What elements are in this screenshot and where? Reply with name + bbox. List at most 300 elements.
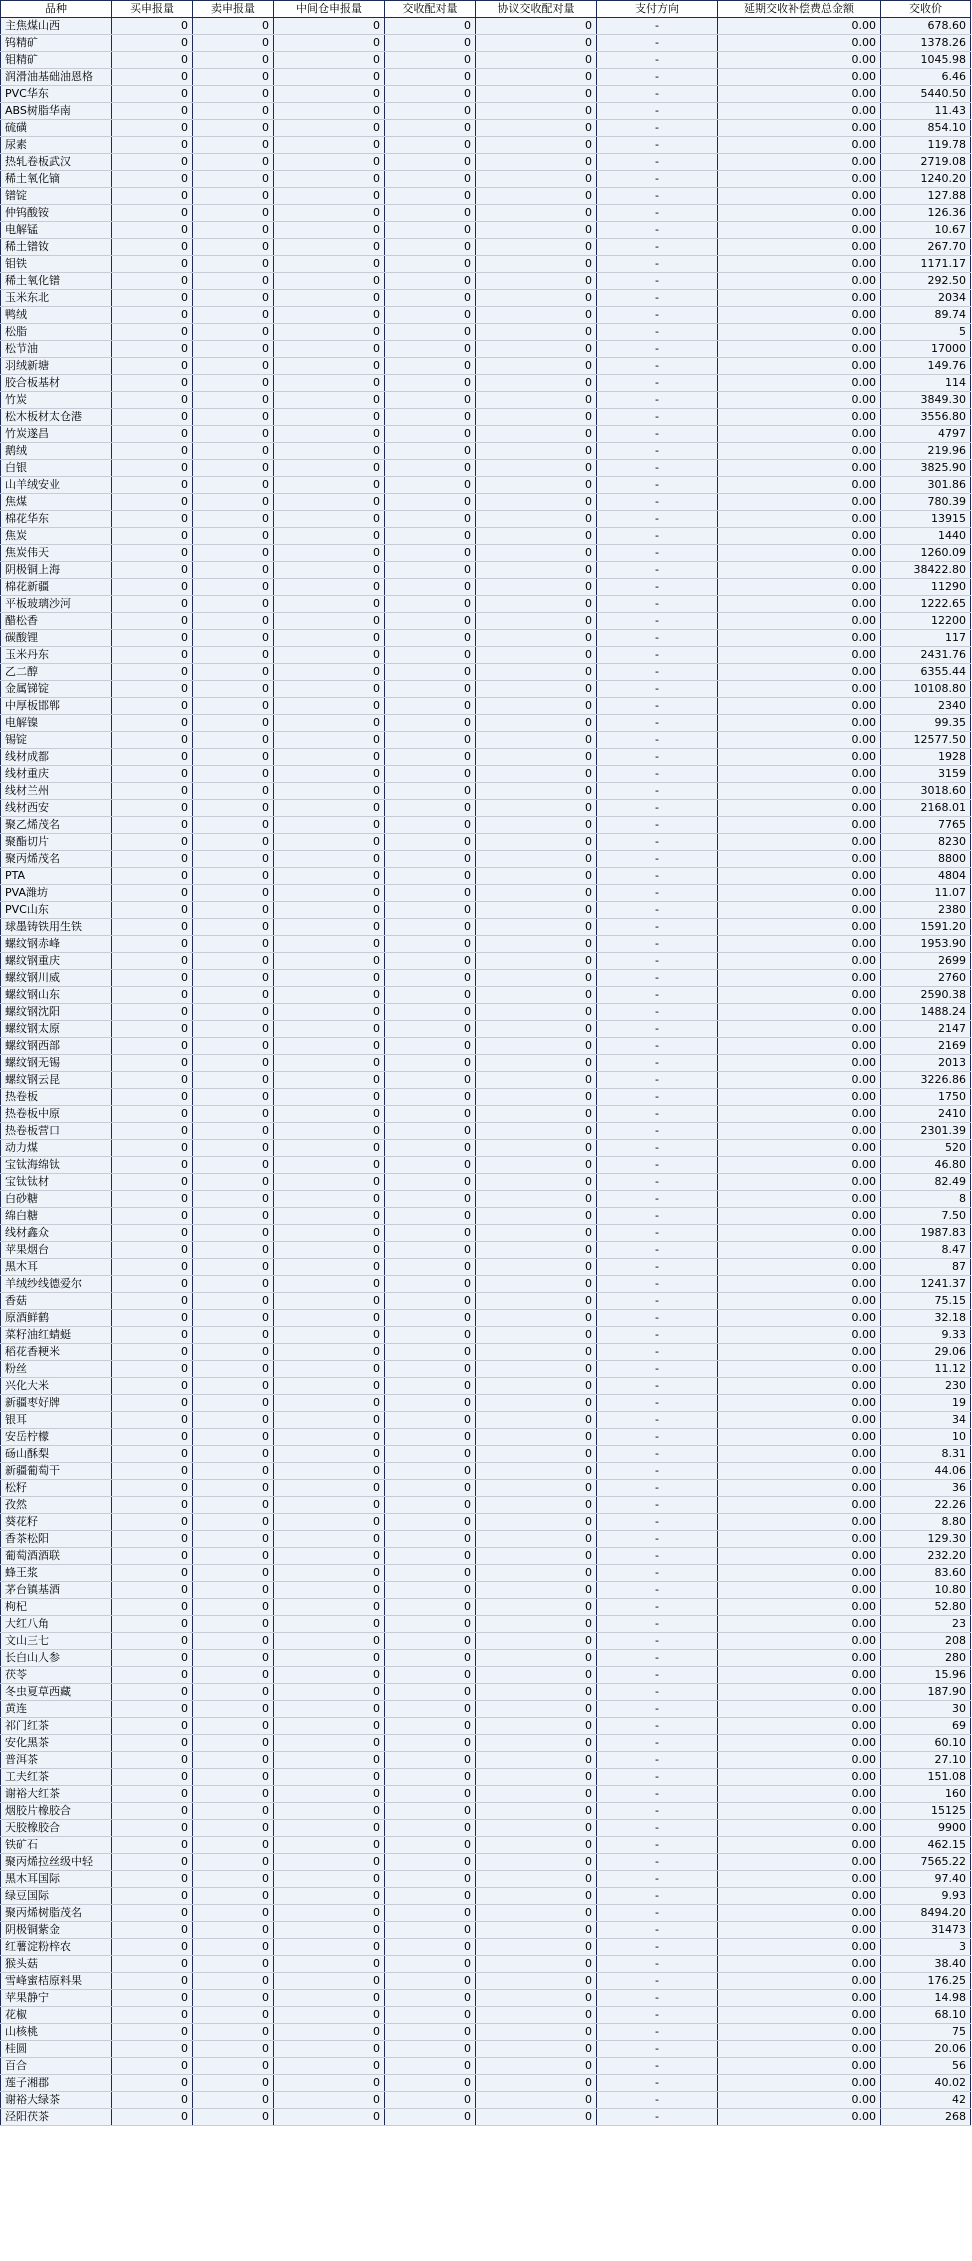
intermediate-declared-cell: 0 — [274, 1905, 385, 1922]
delivery-price-cell: 56 — [881, 2058, 971, 2075]
delivery-matched-cell: 0 — [385, 681, 476, 698]
buy-declared-cell: 0 — [112, 1973, 193, 1990]
variety-cell: 稀土镨钕 — [1, 239, 112, 256]
agreement-matched-cell: 0 — [476, 171, 597, 188]
payment-direction-cell: - — [597, 426, 718, 443]
table-row — [1, 1718, 971, 1735]
delivery-matched-cell: 0 — [385, 2007, 476, 2024]
agreement-matched-cell: 0 — [476, 1004, 597, 1021]
table-row — [1, 188, 971, 205]
buy-declared-cell: 0 — [112, 970, 193, 987]
buy-declared-cell: 0 — [112, 698, 193, 715]
variety-cell: 镨锭 — [1, 188, 112, 205]
table-row — [1, 1276, 971, 1293]
delivery-price-cell: 15125 — [881, 1803, 971, 1820]
sell-declared-cell: 0 — [193, 1854, 274, 1871]
deferred-compensation-cell: 0.00 — [718, 579, 881, 596]
agreement-matched-cell: 0 — [476, 1769, 597, 1786]
delivery-price-cell: 8494.20 — [881, 1905, 971, 1922]
delivery-matched-cell: 0 — [385, 2092, 476, 2109]
intermediate-declared-cell: 0 — [274, 341, 385, 358]
table-row — [1, 1497, 971, 1514]
intermediate-declared-cell: 0 — [274, 936, 385, 953]
payment-direction-cell: - — [597, 749, 718, 766]
payment-direction-cell: - — [597, 86, 718, 103]
table-row — [1, 1786, 971, 1803]
deferred-compensation-cell: 0.00 — [718, 1735, 881, 1752]
variety-cell: 宝钛海绵钛 — [1, 1157, 112, 1174]
agreement-matched-cell: 0 — [476, 1684, 597, 1701]
variety-cell: PVA潍坊 — [1, 885, 112, 902]
delivery-matched-cell: 0 — [385, 1310, 476, 1327]
table-row — [1, 630, 971, 647]
delivery-price-cell: 23 — [881, 1616, 971, 1633]
delivery-price-cell: 280 — [881, 1650, 971, 1667]
delivery-price-cell: 19 — [881, 1395, 971, 1412]
delivery-price-cell: 5440.50 — [881, 86, 971, 103]
table-row — [1, 1565, 971, 1582]
intermediate-declared-cell: 0 — [274, 1412, 385, 1429]
delivery-price-cell: 6.46 — [881, 69, 971, 86]
delivery-matched-cell: 0 — [385, 290, 476, 307]
intermediate-declared-cell: 0 — [274, 1123, 385, 1140]
delivery-matched-cell: 0 — [385, 545, 476, 562]
buy-declared-cell: 0 — [112, 35, 193, 52]
payment-direction-cell: - — [597, 1956, 718, 1973]
intermediate-declared-cell: 0 — [274, 307, 385, 324]
variety-cell: 山核桃 — [1, 2024, 112, 2041]
intermediate-declared-cell: 0 — [274, 902, 385, 919]
agreement-matched-cell: 0 — [476, 1089, 597, 1106]
table-row — [1, 1021, 971, 1038]
table-row — [1, 766, 971, 783]
sell-declared-cell: 0 — [193, 902, 274, 919]
deferred-compensation-cell: 0.00 — [718, 1395, 881, 1412]
agreement-matched-cell: 0 — [476, 1344, 597, 1361]
variety-cell: 线材成都 — [1, 749, 112, 766]
variety-cell: 雪峰蜜桔原料果 — [1, 1973, 112, 1990]
deferred-compensation-cell: 0.00 — [718, 2109, 881, 2126]
delivery-price-cell: 1240.20 — [881, 171, 971, 188]
table-row — [1, 239, 971, 256]
intermediate-declared-cell: 0 — [274, 817, 385, 834]
agreement-matched-cell: 0 — [476, 52, 597, 69]
buy-declared-cell: 0 — [112, 1344, 193, 1361]
variety-cell: 稀土氧化镨 — [1, 273, 112, 290]
delivery-price-cell: 40.02 — [881, 2075, 971, 2092]
delivery-price-cell: 219.96 — [881, 443, 971, 460]
deferred-compensation-cell: 0.00 — [718, 1259, 881, 1276]
delivery-matched-cell: 0 — [385, 596, 476, 613]
delivery-price-cell: 1591.20 — [881, 919, 971, 936]
deferred-compensation-cell: 0.00 — [718, 545, 881, 562]
deferred-compensation-cell: 0.00 — [718, 647, 881, 664]
deferred-compensation-cell: 0.00 — [718, 2024, 881, 2041]
intermediate-declared-cell: 0 — [274, 698, 385, 715]
buy-declared-cell: 0 — [112, 1820, 193, 1837]
sell-declared-cell: 0 — [193, 426, 274, 443]
variety-cell: 球墨铸铁用生铁 — [1, 919, 112, 936]
agreement-matched-cell: 0 — [476, 1055, 597, 1072]
header-intermediate-declared: 中间仓申报量 — [274, 1, 385, 18]
agreement-matched-cell: 0 — [476, 188, 597, 205]
deferred-compensation-cell: 0.00 — [718, 1837, 881, 1854]
buy-declared-cell: 0 — [112, 154, 193, 171]
intermediate-declared-cell: 0 — [274, 69, 385, 86]
payment-direction-cell: - — [597, 1446, 718, 1463]
variety-cell: 祁门红茶 — [1, 1718, 112, 1735]
sell-declared-cell: 0 — [193, 1293, 274, 1310]
delivery-price-cell: 8.31 — [881, 1446, 971, 1463]
sell-declared-cell: 0 — [193, 1973, 274, 1990]
agreement-matched-cell: 0 — [476, 1837, 597, 1854]
buy-declared-cell: 0 — [112, 885, 193, 902]
delivery-price-cell: 8230 — [881, 834, 971, 851]
payment-direction-cell: - — [597, 562, 718, 579]
deferred-compensation-cell: 0.00 — [718, 783, 881, 800]
delivery-matched-cell: 0 — [385, 1633, 476, 1650]
variety-cell: 黄连 — [1, 1701, 112, 1718]
sell-declared-cell: 0 — [193, 1616, 274, 1633]
variety-cell: 焦炭伟天 — [1, 545, 112, 562]
variety-cell: 葵花籽 — [1, 1514, 112, 1531]
delivery-price-cell: 6355.44 — [881, 664, 971, 681]
payment-direction-cell: - — [597, 1905, 718, 1922]
agreement-matched-cell: 0 — [476, 511, 597, 528]
table-row — [1, 324, 971, 341]
variety-cell: 枸杞 — [1, 1599, 112, 1616]
buy-declared-cell: 0 — [112, 545, 193, 562]
variety-cell: 谢裕大绿茶 — [1, 2092, 112, 2109]
intermediate-declared-cell: 0 — [274, 545, 385, 562]
table-row — [1, 1412, 971, 1429]
intermediate-declared-cell: 0 — [274, 494, 385, 511]
delivery-matched-cell: 0 — [385, 1582, 476, 1599]
buy-declared-cell: 0 — [112, 1055, 193, 1072]
intermediate-declared-cell: 0 — [274, 35, 385, 52]
deferred-compensation-cell: 0.00 — [718, 1429, 881, 1446]
buy-declared-cell: 0 — [112, 715, 193, 732]
variety-cell: 焦炭 — [1, 528, 112, 545]
deferred-compensation-cell: 0.00 — [718, 1871, 881, 1888]
delivery-matched-cell: 0 — [385, 528, 476, 545]
table-row — [1, 1905, 971, 1922]
sell-declared-cell: 0 — [193, 18, 274, 35]
variety-cell: 螺纹钢川威 — [1, 970, 112, 987]
variety-cell: 茯苓 — [1, 1667, 112, 1684]
payment-direction-cell: - — [597, 885, 718, 902]
sell-declared-cell: 0 — [193, 324, 274, 341]
variety-cell: 松籽 — [1, 1480, 112, 1497]
sell-declared-cell: 0 — [193, 630, 274, 647]
buy-declared-cell: 0 — [112, 579, 193, 596]
payment-direction-cell: - — [597, 1633, 718, 1650]
delivery-matched-cell: 0 — [385, 460, 476, 477]
delivery-price-cell: 1171.17 — [881, 256, 971, 273]
intermediate-declared-cell: 0 — [274, 358, 385, 375]
variety-cell: 黑木耳国际 — [1, 1871, 112, 1888]
variety-cell: 润滑油基础油恩格 — [1, 69, 112, 86]
sell-declared-cell: 0 — [193, 1956, 274, 1973]
delivery-price-cell: 2147 — [881, 1021, 971, 1038]
deferred-compensation-cell: 0.00 — [718, 1565, 881, 1582]
deferred-compensation-cell: 0.00 — [718, 766, 881, 783]
buy-declared-cell: 0 — [112, 1140, 193, 1157]
intermediate-declared-cell: 0 — [274, 596, 385, 613]
delivery-matched-cell: 0 — [385, 1429, 476, 1446]
intermediate-declared-cell: 0 — [274, 1735, 385, 1752]
buy-declared-cell: 0 — [112, 1429, 193, 1446]
variety-cell: 羊绒纱线德爱尔 — [1, 1276, 112, 1293]
variety-cell: 长白山人参 — [1, 1650, 112, 1667]
payment-direction-cell: - — [597, 1735, 718, 1752]
variety-cell: 线材兰州 — [1, 783, 112, 800]
variety-cell: 钨精矿 — [1, 35, 112, 52]
table-row — [1, 52, 971, 69]
delivery-matched-cell: 0 — [385, 1990, 476, 2007]
delivery-matched-cell: 0 — [385, 1123, 476, 1140]
agreement-matched-cell: 0 — [476, 1956, 597, 1973]
sell-declared-cell: 0 — [193, 732, 274, 749]
buy-declared-cell: 0 — [112, 1480, 193, 1497]
variety-cell: 热卷板中原 — [1, 1106, 112, 1123]
delivery-price-cell: 117 — [881, 630, 971, 647]
buy-declared-cell: 0 — [112, 1735, 193, 1752]
variety-cell: 普洱茶 — [1, 1752, 112, 1769]
sell-declared-cell: 0 — [193, 1310, 274, 1327]
buy-declared-cell: 0 — [112, 1650, 193, 1667]
intermediate-declared-cell: 0 — [274, 1242, 385, 1259]
intermediate-declared-cell: 0 — [274, 1786, 385, 1803]
deferred-compensation-cell: 0.00 — [718, 800, 881, 817]
delivery-matched-cell: 0 — [385, 1837, 476, 1854]
agreement-matched-cell: 0 — [476, 392, 597, 409]
intermediate-declared-cell: 0 — [274, 766, 385, 783]
delivery-price-cell: 462.15 — [881, 1837, 971, 1854]
delivery-matched-cell: 0 — [385, 171, 476, 188]
payment-direction-cell: - — [597, 1990, 718, 2007]
sell-declared-cell: 0 — [193, 817, 274, 834]
deferred-compensation-cell: 0.00 — [718, 1293, 881, 1310]
delivery-price-cell: 52.80 — [881, 1599, 971, 1616]
table-row — [1, 120, 971, 137]
sell-declared-cell: 0 — [193, 1905, 274, 1922]
table-row — [1, 1514, 971, 1531]
delivery-matched-cell: 0 — [385, 1820, 476, 1837]
delivery-matched-cell: 0 — [385, 1361, 476, 1378]
payment-direction-cell: - — [597, 2007, 718, 2024]
intermediate-declared-cell: 0 — [274, 885, 385, 902]
sell-declared-cell: 0 — [193, 154, 274, 171]
payment-direction-cell: - — [597, 1803, 718, 1820]
table-row — [1, 885, 971, 902]
delivery-matched-cell: 0 — [385, 1922, 476, 1939]
intermediate-declared-cell: 0 — [274, 732, 385, 749]
buy-declared-cell: 0 — [112, 1837, 193, 1854]
payment-direction-cell: - — [597, 868, 718, 885]
delivery-matched-cell: 0 — [385, 35, 476, 52]
deferred-compensation-cell: 0.00 — [718, 851, 881, 868]
buy-declared-cell: 0 — [112, 630, 193, 647]
table-row — [1, 1667, 971, 1684]
variety-cell: 安岳柠檬 — [1, 1429, 112, 1446]
delivery-price-cell: 60.10 — [881, 1735, 971, 1752]
sell-declared-cell: 0 — [193, 341, 274, 358]
buy-declared-cell: 0 — [112, 1191, 193, 1208]
delivery-matched-cell: 0 — [385, 630, 476, 647]
payment-direction-cell: - — [597, 494, 718, 511]
agreement-matched-cell: 0 — [476, 409, 597, 426]
intermediate-declared-cell: 0 — [274, 171, 385, 188]
agreement-matched-cell: 0 — [476, 1310, 597, 1327]
buy-declared-cell: 0 — [112, 358, 193, 375]
delivery-matched-cell: 0 — [385, 1242, 476, 1259]
deferred-compensation-cell: 0.00 — [718, 664, 881, 681]
intermediate-declared-cell: 0 — [274, 1072, 385, 1089]
sell-declared-cell: 0 — [193, 715, 274, 732]
sell-declared-cell: 0 — [193, 137, 274, 154]
agreement-matched-cell: 0 — [476, 1225, 597, 1242]
agreement-matched-cell: 0 — [476, 1531, 597, 1548]
variety-cell: 苹果静宁 — [1, 1990, 112, 2007]
table-row — [1, 1378, 971, 1395]
delivery-price-cell: 7765 — [881, 817, 971, 834]
agreement-matched-cell: 0 — [476, 1157, 597, 1174]
deferred-compensation-cell: 0.00 — [718, 103, 881, 120]
payment-direction-cell: - — [597, 953, 718, 970]
intermediate-declared-cell: 0 — [274, 664, 385, 681]
table-row — [1, 868, 971, 885]
deferred-compensation-cell: 0.00 — [718, 885, 881, 902]
agreement-matched-cell: 0 — [476, 1888, 597, 1905]
delivery-matched-cell: 0 — [385, 1157, 476, 1174]
table-row — [1, 528, 971, 545]
payment-direction-cell: - — [597, 103, 718, 120]
intermediate-declared-cell: 0 — [274, 1565, 385, 1582]
table-row — [1, 1463, 971, 1480]
buy-declared-cell: 0 — [112, 766, 193, 783]
variety-cell: 工夫红茶 — [1, 1769, 112, 1786]
payment-direction-cell: - — [597, 528, 718, 545]
intermediate-declared-cell: 0 — [274, 1089, 385, 1106]
buy-declared-cell: 0 — [112, 834, 193, 851]
payment-direction-cell: - — [597, 1854, 718, 1871]
variety-cell: 红薯淀粉梓农 — [1, 1939, 112, 1956]
payment-direction-cell: - — [597, 647, 718, 664]
table-row — [1, 1242, 971, 1259]
agreement-matched-cell: 0 — [476, 443, 597, 460]
sell-declared-cell: 0 — [193, 1786, 274, 1803]
buy-declared-cell: 0 — [112, 732, 193, 749]
buy-declared-cell: 0 — [112, 222, 193, 239]
variety-cell: 钼铁 — [1, 256, 112, 273]
delivery-matched-cell: 0 — [385, 2024, 476, 2041]
agreement-matched-cell: 0 — [476, 528, 597, 545]
sell-declared-cell: 0 — [193, 1361, 274, 1378]
table-row — [1, 460, 971, 477]
agreement-matched-cell: 0 — [476, 2075, 597, 2092]
payment-direction-cell: - — [597, 919, 718, 936]
deferred-compensation-cell: 0.00 — [718, 2007, 881, 2024]
table-row — [1, 86, 971, 103]
delivery-matched-cell: 0 — [385, 409, 476, 426]
variety-cell: 谢裕大红茶 — [1, 1786, 112, 1803]
agreement-matched-cell: 0 — [476, 35, 597, 52]
delivery-matched-cell: 0 — [385, 375, 476, 392]
variety-cell: 新疆葡萄干 — [1, 1463, 112, 1480]
sell-declared-cell: 0 — [193, 545, 274, 562]
deferred-compensation-cell: 0.00 — [718, 1412, 881, 1429]
delivery-matched-cell: 0 — [385, 52, 476, 69]
variety-cell: 聚丙烯茂名 — [1, 851, 112, 868]
delivery-price-cell: 780.39 — [881, 494, 971, 511]
payment-direction-cell: - — [597, 732, 718, 749]
intermediate-declared-cell: 0 — [274, 460, 385, 477]
sell-declared-cell: 0 — [193, 664, 274, 681]
buy-declared-cell: 0 — [112, 1565, 193, 1582]
payment-direction-cell: - — [597, 1191, 718, 1208]
table-row — [1, 511, 971, 528]
variety-cell: 孜然 — [1, 1497, 112, 1514]
sell-declared-cell: 0 — [193, 851, 274, 868]
delivery-matched-cell: 0 — [385, 205, 476, 222]
deferred-compensation-cell: 0.00 — [718, 970, 881, 987]
payment-direction-cell: - — [597, 1752, 718, 1769]
deferred-compensation-cell: 0.00 — [718, 256, 881, 273]
intermediate-declared-cell: 0 — [274, 426, 385, 443]
intermediate-declared-cell: 0 — [274, 800, 385, 817]
intermediate-declared-cell: 0 — [274, 1990, 385, 2007]
intermediate-declared-cell: 0 — [274, 919, 385, 936]
delivery-matched-cell: 0 — [385, 1803, 476, 1820]
buy-declared-cell: 0 — [112, 1922, 193, 1939]
buy-declared-cell: 0 — [112, 273, 193, 290]
payment-direction-cell: - — [597, 171, 718, 188]
delivery-matched-cell: 0 — [385, 1327, 476, 1344]
payment-direction-cell: - — [597, 1140, 718, 1157]
sell-declared-cell: 0 — [193, 1463, 274, 1480]
variety-cell: 螺纹钢重庆 — [1, 953, 112, 970]
delivery-price-cell: 678.60 — [881, 18, 971, 35]
deferred-compensation-cell: 0.00 — [718, 1650, 881, 1667]
buy-declared-cell: 0 — [112, 664, 193, 681]
deferred-compensation-cell: 0.00 — [718, 341, 881, 358]
delivery-price-cell: 8 — [881, 1191, 971, 1208]
variety-cell: 砀山酥梨 — [1, 1446, 112, 1463]
table-row — [1, 1735, 971, 1752]
variety-cell: 茅台镇基酒 — [1, 1582, 112, 1599]
header-variety: 品种 — [1, 1, 112, 18]
payment-direction-cell: - — [597, 681, 718, 698]
payment-direction-cell: - — [597, 222, 718, 239]
deferred-compensation-cell: 0.00 — [718, 1089, 881, 1106]
delivery-matched-cell: 0 — [385, 392, 476, 409]
buy-declared-cell: 0 — [112, 528, 193, 545]
deferred-compensation-cell: 0.00 — [718, 749, 881, 766]
delivery-matched-cell: 0 — [385, 1089, 476, 1106]
agreement-matched-cell: 0 — [476, 1718, 597, 1735]
payment-direction-cell: - — [597, 392, 718, 409]
sell-declared-cell: 0 — [193, 596, 274, 613]
intermediate-declared-cell: 0 — [274, 120, 385, 137]
payment-direction-cell: - — [597, 2075, 718, 2092]
intermediate-declared-cell: 0 — [274, 477, 385, 494]
sell-declared-cell: 0 — [193, 1667, 274, 1684]
intermediate-declared-cell: 0 — [274, 1803, 385, 1820]
intermediate-declared-cell: 0 — [274, 1514, 385, 1531]
table-row — [1, 1820, 971, 1837]
payment-direction-cell: - — [597, 2109, 718, 2126]
